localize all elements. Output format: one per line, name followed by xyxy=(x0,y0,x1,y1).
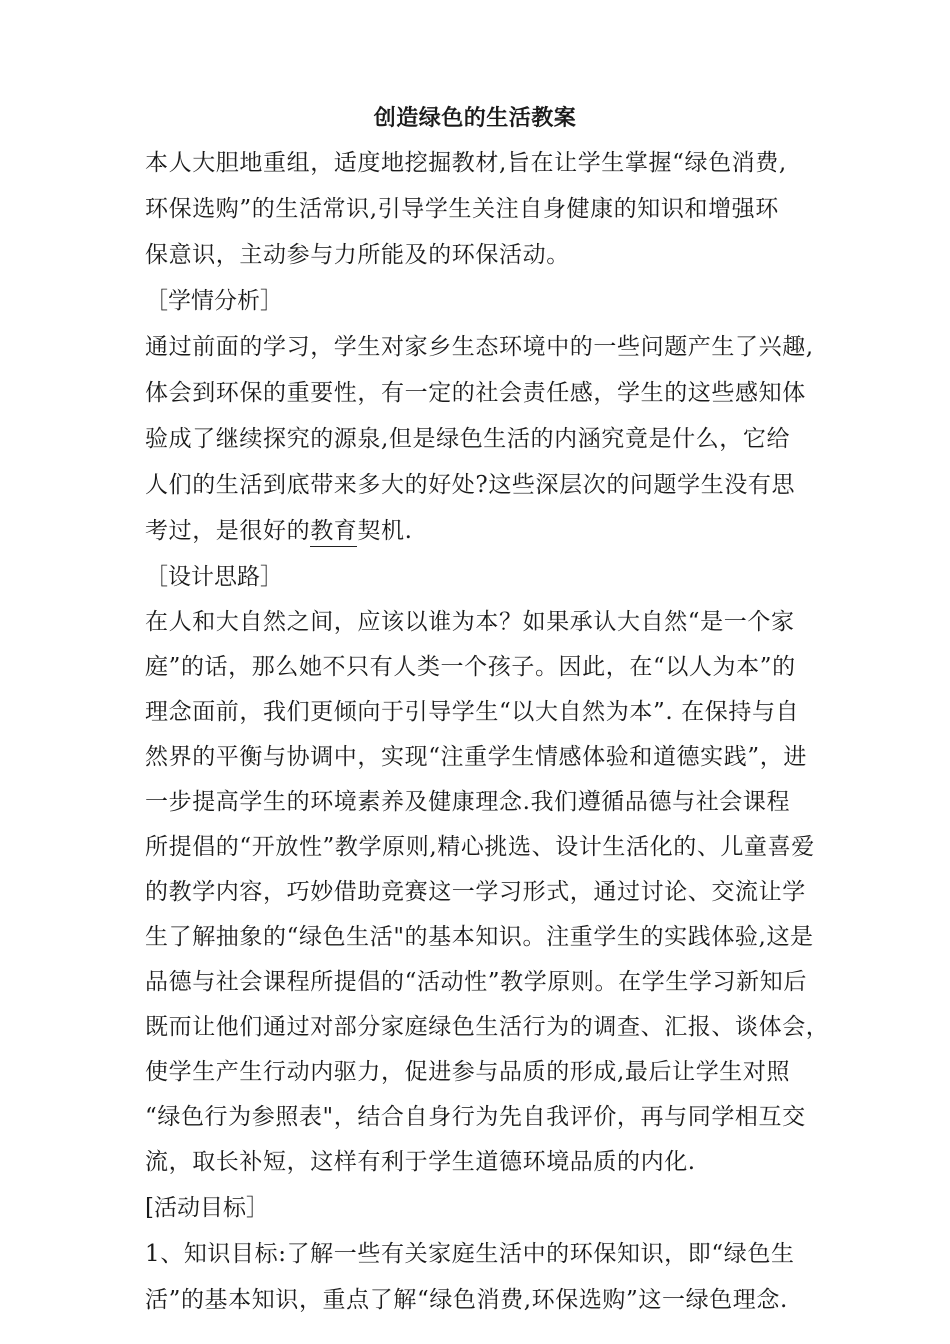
paragraph-line: 体会到环保的重要性，有一定的社会责任感，学生的这些感知体 xyxy=(145,380,806,406)
document-body xyxy=(145,140,835,1323)
paragraph-line xyxy=(145,508,835,554)
paragraph-line: 人们的生活到底带来多大的好处?这些深层次的问题学生没有思 xyxy=(145,472,796,498)
paragraph-line: 理念面前，我们更倾向于引导学生“以大自然为本”. 在保持与自 xyxy=(145,699,800,725)
intro-line: 环保选购”的生活常识,引导学生关注自身健康的知识和增强环 xyxy=(145,196,779,222)
paragraph-line: 一步提高学生的环境素养及健康理念.我们遵循品德与社会课程 xyxy=(145,789,791,815)
intro-line: 本人大胆地重组，适度地挖掘教材,旨在让学生掌握“绿色消费, xyxy=(145,150,787,176)
paragraph-line: 的教学内容，巧妙借助竞赛这一学习形式，通过讨论、交流让学 xyxy=(145,879,806,905)
intro-line: 保意识，主动参与力所能及的环保活动。 xyxy=(145,242,570,268)
paragraph-line: 所提倡的“开放性”教学原则,精心挑选、设计生活化的、儿童喜爱 xyxy=(145,834,815,860)
section-heading-learning-analysis: ［学情分析］ xyxy=(145,288,283,314)
paragraph-line: 然界的平衡与协调中，实现“注重学生情感体验和道德实践”，进 xyxy=(145,744,807,770)
paragraph-line: 验成了继续探究的源泉,但是绿色生活的内涵究竟是什么，它给 xyxy=(145,426,791,452)
paragraph-line: “绿色行为参照表"，结合自身行为先自我评价，再与同学相互交 xyxy=(145,1104,806,1130)
paragraph-line: 在人和大自然之间，应该以谁为本？如果承认大自然“是一个家 xyxy=(145,609,795,635)
paragraph-line: 通过前面的学习，学生对家乡生态环境中的一些问题产生了兴趣, xyxy=(145,334,814,360)
paragraph-line: 庭”的话，那么她不只有人类一个孩子。因此，在“以人为本”的 xyxy=(145,654,796,680)
paragraph-line: 活”的基本知识，重点了解“绿色消费,环保选购”这一绿色理念. xyxy=(145,1287,788,1313)
document-title: 创造绿色的生活教案 xyxy=(373,105,577,131)
text-run: 契机. xyxy=(357,518,413,544)
text-run: 考过，是很好的 xyxy=(145,518,311,544)
section-heading-design-idea: ［设计思路］ xyxy=(145,564,283,590)
paragraph-line: 1、知识目标:了解一些有关家庭生活中的环保知识，即“绿色生 xyxy=(145,1241,795,1267)
paragraph-line: 使学生产生行动内驱力，促进参与品质的形成,最后让学生对照 xyxy=(145,1059,791,1085)
underlined-text: 教育 xyxy=(310,518,357,547)
paragraph-line: 既而让他们通过对部分家庭绿色生活行为的调查、汇报、谈体会， xyxy=(145,1014,830,1040)
paragraph-line: 生了解抽象的“绿色生活"的基本知识。注重学生的实践体验,这是 xyxy=(145,924,814,950)
paragraph-line: 流，取长补短，这样有利于学生道德环境品质的内化. xyxy=(145,1149,696,1175)
section-heading-activity-goals: [活动目标］ xyxy=(145,1195,269,1221)
paragraph-line: 品德与社会课程所提倡的“活动性”教学原则。在学生学习新知后 xyxy=(145,969,807,995)
